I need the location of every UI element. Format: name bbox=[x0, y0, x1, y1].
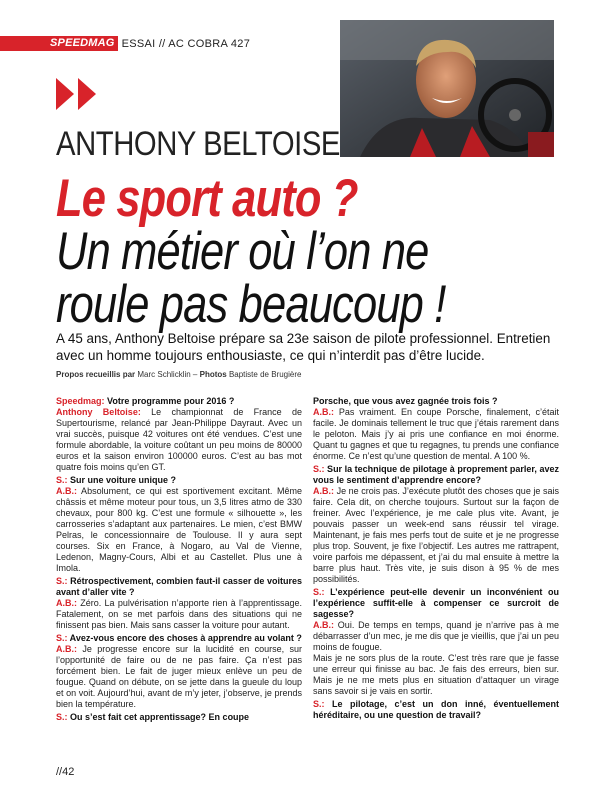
interview-question bbox=[56, 633, 302, 644]
interview-answer bbox=[56, 407, 302, 473]
paragraph-text: Pas vraiment. En coupe Porsche, finalement, c’était facile. Je dominais tellement le truc que j’étais rarement dans le peloton. Mais j’y ai pris une confiance en moi énorme. Quant tu gagnes et que tu regagnes, tu prends une confiance énorme. Ce n’est qu’une question de mental. A 100 %. bbox=[313, 407, 559, 461]
speaker-label: S.: bbox=[56, 712, 68, 722]
interview-question bbox=[56, 475, 302, 486]
paragraph-text: Mais je ne sors plus de la route. C’est très rare que je fasse une erreur qui finisse au bac. Je fais des erreurs, bien sur. Mais je ne me mets plus en situation d’attaquer un virage sans savoir si je vais en sortir. bbox=[313, 653, 559, 696]
credits bbox=[56, 370, 301, 379]
speaker-label: S.: bbox=[313, 464, 325, 474]
right-column bbox=[313, 394, 559, 721]
paragraph-text: Sur une voiture unique ? bbox=[67, 475, 177, 485]
interview-question bbox=[56, 712, 302, 723]
interview-answer bbox=[56, 644, 302, 710]
speaker-label: S.: bbox=[56, 576, 68, 586]
credits-author: Marc Schlicklin – bbox=[135, 370, 200, 379]
paragraph-text: Ou s’est fait cet apprentissage? En coupe bbox=[67, 712, 250, 722]
paragraph-text: Avez-vous encore des choses à apprendre au volant ? bbox=[67, 633, 302, 643]
speaker-label: A.B.: bbox=[56, 644, 77, 654]
speaker-label: S.: bbox=[313, 699, 325, 709]
speaker-label: S.: bbox=[56, 475, 68, 485]
double-chevron-icon bbox=[56, 78, 100, 110]
speaker-label: Anthony Beltoise: bbox=[56, 407, 141, 417]
interview-question bbox=[313, 587, 559, 620]
rubric-tag: SPEEDMAG bbox=[0, 36, 118, 51]
paragraph-text: Zéro. La pulvérisation n’apporte rien à l’apprentissage. Fatalement, on se met parfois dans des situations qui ne finissent pas bien. Mais sans casser la voiture pour autant. bbox=[56, 598, 302, 630]
speaker-label: S.: bbox=[313, 587, 325, 597]
interview-answer bbox=[313, 653, 559, 697]
page-number: //42 bbox=[56, 766, 75, 778]
paragraph-text: Le championnat de France de Supertourisme, relancé par Jean-Philippe Dayraut. Avec un vrai succès, puisque 42 voitures ont été vendues. C’est une formule abordable, la voiture coûtant un peu moins de 80000 euros et la saison environ 100000 euros. C’est au bas mot quatre fois moins qu’en GT. bbox=[56, 407, 302, 472]
speaker-label: A.B.: bbox=[56, 486, 77, 496]
paragraph-text: Je progresse encore sur la lucidité en course, sur l’opportunité de faire ou de ne pas faire. Ça n’est pas forcément bien. Le fait de juger mieux enlève un peu de fougue. Quand on débute, on se jette dans la gueule du loup et on voit. Aujourd’hui, avant de m’y jeter, j’observe, je prends bien la température. bbox=[56, 644, 302, 709]
rubric-text: ESSAI // AC COBRA 427 bbox=[121, 37, 251, 50]
interview-question bbox=[313, 699, 559, 721]
interview-question bbox=[313, 396, 559, 407]
interview-answer bbox=[56, 598, 302, 631]
paragraph-text: Rétrospectivement, combien faut-il casser de voitures avant d’aller vite ? bbox=[56, 576, 302, 597]
speaker-label: A.B.: bbox=[56, 598, 77, 608]
paragraph-text: Absolument, ce qui est sportivement excitant. Même châssis et même moteur pour tous, un 3,5 litres atmo de 330 chevaux, pour 800 kg. C’est une formule « silhouette », les carrosseries s’adaptant aux partenaires. Le mien, c’est BMW Pelras, le concessionnaire de Toulouse. Il y aura sept courses. Six en France, à Nogaro, au Val de Vienne, Ledenon, Magny-Cours, Albi et au Castellet. Plus une à Imola. bbox=[56, 486, 302, 573]
paragraph-text: Sur la technique de pilotage à proprement parler, avez vous le sentiment d’apprendre encore? bbox=[313, 464, 559, 485]
paragraph-text: Oui. De temps en temps, quand je n’arrive pas à me débarrasser d’un mec, je me dis que je vieillis, que j’ai un peu moins de fougue. bbox=[313, 620, 559, 652]
headline-line-2: Un métier où l’on ne bbox=[56, 222, 429, 281]
interview-answer bbox=[313, 620, 559, 653]
headline-line-1: Le sport auto ? bbox=[56, 169, 358, 228]
paragraph-text: Porsche, que vous avez gagnée trois fois ? bbox=[313, 396, 498, 406]
left-column bbox=[56, 394, 302, 723]
speaker-label: A.B.: bbox=[313, 486, 334, 496]
headline-line-3: roule pas beaucoup ! bbox=[56, 275, 446, 334]
interviewee-name: ANTHONY BELTOISE bbox=[56, 125, 340, 163]
credits-label-photos: Photos bbox=[199, 370, 227, 379]
interview-answer bbox=[313, 486, 559, 585]
credits-label-interview: Propos recueillis par bbox=[56, 370, 136, 379]
interview-answer bbox=[56, 486, 302, 574]
paragraph-text: Je ne crois pas. J’exécute plutôt des choses que je sais faire. Cela dit, on cherche toujours. Surtout sur la façon de freiner. Avec l’expérience, je me cale plus vite. Avant, je pouvais passer un week-end sans réussir tel virage. Maintenant, je fais mes perfs tout de suite et je ne progresse plus trop. Souvent, je fixe l’objectif. Les autres me rattrapent, voire parfois me dépassent, et j’ai du mal ensuite à mettre la barre plus haut. Très vite, je suis dison à 95 % de mes possibilités. bbox=[313, 486, 559, 584]
headline bbox=[56, 169, 446, 334]
interview-question bbox=[56, 396, 302, 407]
interview-answer bbox=[313, 407, 559, 462]
speaker-label: A.B.: bbox=[313, 620, 334, 630]
paragraph-text: L’expérience peut-elle devenir un inconvénient ou l’expérience suffit-elle à compenser ce surcroit de sagesse? bbox=[313, 587, 559, 619]
paragraph-text: Votre programme pour 2016 ? bbox=[104, 396, 235, 406]
speaker-label: A.B.: bbox=[313, 407, 334, 417]
speaker-label: S.: bbox=[56, 633, 68, 643]
interview-question bbox=[56, 576, 302, 598]
credits-photographer: Baptiste de Brugière bbox=[226, 370, 302, 379]
speaker-label: Speedmag: bbox=[56, 396, 105, 406]
section-rubric bbox=[0, 36, 250, 51]
portrait-photo bbox=[340, 20, 554, 157]
interview-question bbox=[313, 464, 559, 486]
paragraph-text: Le pilotage, c’est un don inné, éventuellement héréditaire, ou une question de travail? bbox=[313, 699, 559, 720]
intro-paragraph: A 45 ans, Anthony Beltoise prépare sa 23e saison de pilote professionnel. Entretien avec un homme toujours enthousiaste, ce qui n’interdit pas d’être lucide. bbox=[56, 331, 551, 363]
